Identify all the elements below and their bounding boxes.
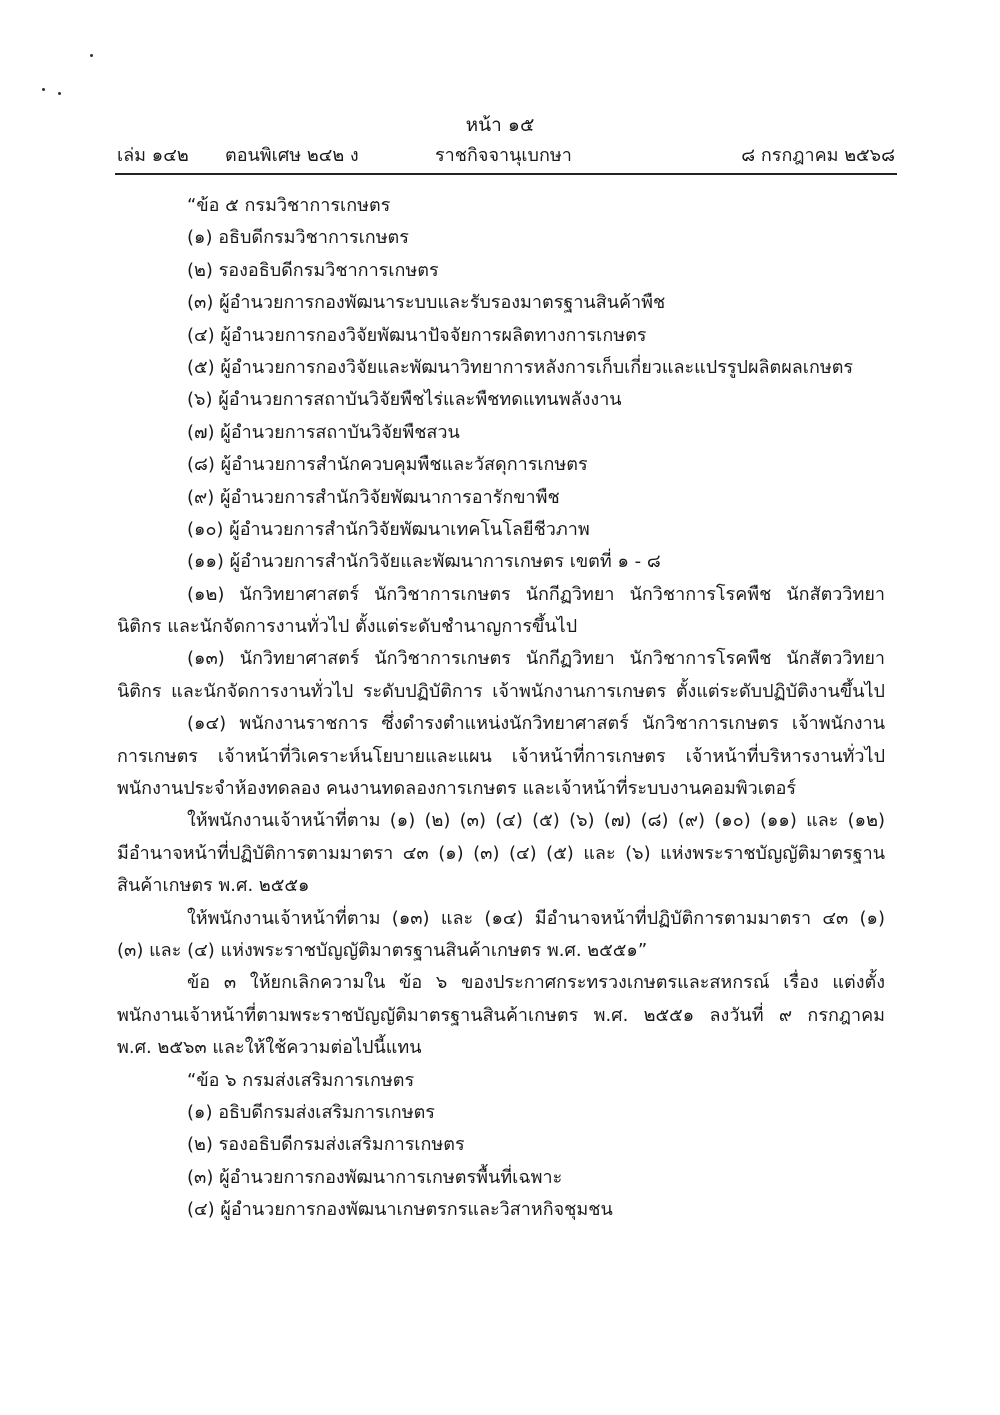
scan-speck [90, 54, 93, 57]
clause-heading: “ข้อ ๕ กรมวิชาการเกษตร [187, 195, 391, 216]
paragraph-line: ให้พนักงานเจ้าหน้าที่ตาม (๑) (๒) (๓) (๔) (๕) (๖) (๗) (๘) (๙) (๑๐) (๑๑) และ (๑๒) [187, 810, 885, 832]
list-item: (๒) รองอธิบดีกรมวิชาการเกษตร [187, 259, 439, 281]
paragraph-line: มีอำนาจหน้าที่ปฏิบัติการตามมาตรา ๔๓ (๑) (๓) (๔) (๕) และ (๖) แห่งพระราชบัญญัติมาตรฐาน [117, 842, 885, 864]
list-item: (๓) ผู้อำนวยการกองพัฒนาระบบและรับรองมาตรฐานสินค้าพืช [187, 292, 666, 314]
list-item: (๑๓) นักวิทยาศาสตร์ นักวิชาการเกษตร นักกีฏวิทยา นักวิชาการโรคพืช นักสัตววิทยา [187, 648, 885, 670]
list-item: (๘) ผู้อำนวยการสำนักควบคุมพืชและวัสดุการเกษตร [187, 454, 588, 476]
clause-heading: “ข้อ ๖ กรมส่งเสริมการเกษตร [187, 1069, 415, 1091]
paragraph-line: พ.ศ. ๒๕๖๓ และให้ใช้ความต่อไปนี้แทน [117, 1037, 422, 1059]
header-divider [115, 173, 897, 175]
list-item: (๑๔) พนักงานราชการ ซึ่งดำรงตำแหน่งนักวิทยาศาสตร์ นักวิชาการเกษตร เจ้าพนักงาน [187, 713, 885, 735]
list-item: (๖) ผู้อำนวยการสถาบันวิจัยพืชไร่และพืชทดแทนพลังงาน [187, 389, 622, 411]
list-item: (๓) ผู้อำนวยการกองพัฒนาการเกษตรพื้นที่เฉพาะ [187, 1166, 563, 1188]
list-item-continuation: พนักงานประจำห้องทดลอง คนงานทดลองการเกษตร และเจ้าหน้าที่ระบบงานคอมพิวเตอร์ [117, 778, 797, 800]
gazette-header [117, 144, 895, 168]
paragraph-line: พนักงานเจ้าหน้าที่ตามพระราชบัญญัติมาตรฐานสินค้าเกษตร พ.ศ. ๒๕๕๑ ลงวันที่ ๙ กรกฎาคม [117, 1004, 885, 1026]
list-item-continuation: นิติกร และนักจัดการงานทั่วไป ระดับปฏิบัติการ เจ้าพนักงานการเกษตร ตั้งแต่ระดับปฏิบัติงานขึ้นไป [117, 680, 885, 702]
list-item-continuation: การเกษตร เจ้าหน้าที่วิเคราะห์นโยบายและแผน เจ้าหน้าที่การเกษตร เจ้าหน้าที่บริหารงานทั่วไป [117, 745, 885, 767]
list-item-continuation: นิติกร และนักจัดการงานทั่วไป ตั้งแต่ระดับชำนาญการขึ้นไป [117, 616, 578, 638]
list-item: (๑๐) ผู้อำนวยการสำนักวิจัยพัฒนาเทคโนโลยีชีวภาพ [187, 518, 590, 540]
list-item: (๔) ผู้อำนวยการกองพัฒนาเกษตรกรและวิสาหกิจชุมชน [187, 1199, 613, 1221]
list-item: (๑๑) ผู้อำนวยการสำนักวิจัยและพัฒนาการเกษตร เขตที่ ๑ - ๘ [187, 551, 661, 573]
scan-speck [42, 88, 45, 91]
document-body [117, 190, 885, 1227]
list-item: (๑) อธิบดีกรมวิชาการเกษตร [187, 227, 409, 249]
list-item: (๙) ผู้อำนวยการสำนักวิจัยพัฒนาการอารักขาพืช [187, 486, 560, 508]
paragraph-line: สินค้าเกษตร พ.ศ. ๒๕๕๑ [117, 875, 310, 897]
publication-date: ๘ กรกฎาคม ๒๕๖๘ [741, 145, 895, 166]
list-item: (๗) ผู้อำนวยการสถาบันวิจัยพืชสวน [187, 421, 460, 443]
volume-number: เล่ม ๑๔๒ [117, 145, 189, 166]
paragraph-line: ให้พนักงานเจ้าหน้าที่ตาม (๑๓) และ (๑๔) มีอำนาจหน้าที่ปฏิบัติการตามมาตรา ๔๓ (๑) [187, 907, 885, 929]
gazette-name: ราชกิจจานุเบกษา [435, 145, 572, 166]
scan-speck [58, 92, 61, 95]
list-item: (๑) อธิบดีกรมส่งเสริมการเกษตร [187, 1101, 435, 1123]
list-item: (๔) ผู้อำนวยการกองวิจัยพัฒนาปัจจัยการผลิตทางการเกษตร [187, 324, 647, 346]
paragraph-line: (๓) และ (๔) แห่งพระราชบัญญัติมาตรฐานสินค้าเกษตร พ.ศ. ๒๕๕๑” [117, 939, 648, 961]
list-item: (๕) ผู้อำนวยการกองวิจัยและพัฒนาวิทยาการหลังการเก็บเกี่ยวและแปรรูปผลิตผลเกษตร [187, 356, 854, 378]
clause-paragraph: ข้อ ๓ ให้ยกเลิกความใน ข้อ ๖ ของประกาศกระทรวงเกษตรและสหกรณ์ เรื่อง แต่งตั้ง [187, 972, 885, 994]
issue-number: ตอนพิเศษ ๒๔๒ ง [225, 145, 359, 166]
list-item: (๑๒) นักวิทยาศาสตร์ นักวิชาการเกษตร นักกีฏวิทยา นักวิชาการโรคพืช นักสัตววิทยา [187, 583, 885, 605]
list-item: (๒) รองอธิบดีกรมส่งเสริมการเกษตร [187, 1134, 465, 1156]
page-number: หน้า ๑๕ [465, 114, 535, 136]
